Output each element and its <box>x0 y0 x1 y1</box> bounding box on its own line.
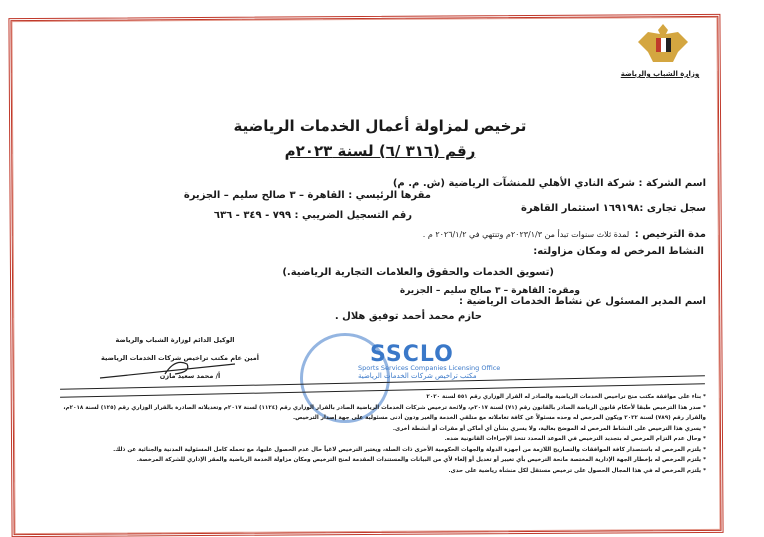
signatory-name: أ/ محمد سعيد مازن <box>159 372 221 380</box>
egypt-eagle-emblem-icon <box>628 22 698 68</box>
manager-name: حازم محمد أحمد توفيق هلال . <box>334 311 482 322</box>
company-name: اسم الشركة : شركة النادي الأهلي للمنشآت الرياضية (ش. م. م) <box>392 178 706 189</box>
license-title: ترخيص لمزاولة أعمال الخدمات الرياضية <box>233 117 527 135</box>
signatory-office: أمين عام مكتب تراخيص شركات الخدمات الرياضية <box>101 354 259 362</box>
tax-number: رقم التسجيل الضريبي : ٧٩٩ - ٣٤٩ - ٦٣٦ <box>213 210 412 221</box>
footnote: * صدر هذا الترخيص طبقا لأحكام قانون الرياضة الصادر بالقانون رقم (٧١) لسنة ٢٠١٧م، ولائحة ترخيص شركات الخدمات الرياضية الصادر بالقرار الوزاري رقم (١١٢٤) لسنة ٢٠١٧م وتعديلاته الصادرة بالقرار الوزاري رقم (١٢٥) لسنة ٢٠١٨م، <box>63 404 706 411</box>
licensed-activity: (تسويق الخدمات والحقوق والعلامات التجارية الرياضية.) <box>282 267 554 278</box>
footnote: * وحال عدم التزام المرخص له بتجديد الترخيص في الموعد المحدد تتخذ الإجراءات القانونية ضده. <box>444 436 706 442</box>
signatory-title: الوكيل الدائم لوزارة الشباب والرياضة <box>115 336 235 344</box>
footnote: * يلتزم المرخص له باستصدار كافة الموافقات والتصاريح اللازمة من أجهزة الدولة والجهات الحكومية الأخرى ذات الصلة، ويعتبر الترخيص لاغياً حال عدم الحصول عليها، مع تحمله كامل المسئولية المدنية والجنائية عن ذلك. <box>113 446 706 453</box>
sscl-arabic-name: مكتب تراخيص شركات الخدمات الرياضية <box>358 372 477 380</box>
footnotes <box>38 392 706 476</box>
activity-label: النشاط المرخص له ومكان مزاولته: <box>533 246 704 257</box>
sscl-english-name: Sports Services Companies Licensing Office <box>358 364 501 372</box>
license-duration: مدة الترخيص : لمدة ثلاث سنوات تبدأ من ٢٠٢٣/١/٣م وتنتهي في ٢٠٢٦/١/٢ م . <box>422 229 706 240</box>
activity-hq: ومقره: القاهرة – ٣ صالح سليم – الجزيرة <box>399 286 580 296</box>
footnote: * بناء على موافقة مكتب منح تراخيص الخدمات الرياضية والصادر له القرار الوزاري رقم ٥٥١ لسنة ٢٠٢٠ <box>426 394 706 400</box>
manager-label: اسم المدير المسئول عن نشاط الخدمات الرياضية : <box>459 296 706 307</box>
footnote: * يلتزم المرخص له في هذا المجال الحصول على ترخيص مستقل لكل منشأة رياضية على حدى. <box>448 467 706 474</box>
footnote: * يسري هذا الترخيص على النشاط المرخص له الموضح بعالية، ولا يسري بشأن أي أماكن أو مقرات أو أنشطة أخرى. <box>392 425 706 432</box>
company-hq: مقرها الرئيسي : القاهرة – ٣ صالح سليم – الجزيرة <box>183 190 431 201</box>
license-number: رقم (٣١٦ /٦) لسنة ٢٠٢٣م <box>284 142 476 160</box>
sscl-logo: SSCLO <box>370 342 454 367</box>
footnote: * يلتزم المرخص له بإخطار الجهة الإدارية المختصة مانحة الترخيص بأي تغيير أو تعديل أو إلغاء لأي من البيانات والمستندات المقدمة لمنح الترخيص ومكان مزاولة الخدمة الرياضية والمقر الإداري للشركة المرخصة. <box>136 457 706 463</box>
footnote: والقرار رقم (٧٨٩) لسنة ٢٠٢٢ ويكون المرخص له وحده مسئولاً عن كافة تعاملاته مع متلقي الخدمة والغير ودون أدنى مسئولية على جهة إصدار الترخيص. <box>292 415 706 421</box>
commercial-register: سجل تجارى :١٦٩١٩٨ استثمار القاهرة <box>521 203 706 214</box>
ministry-name: وزارة الشباب والرياضة <box>620 70 700 78</box>
